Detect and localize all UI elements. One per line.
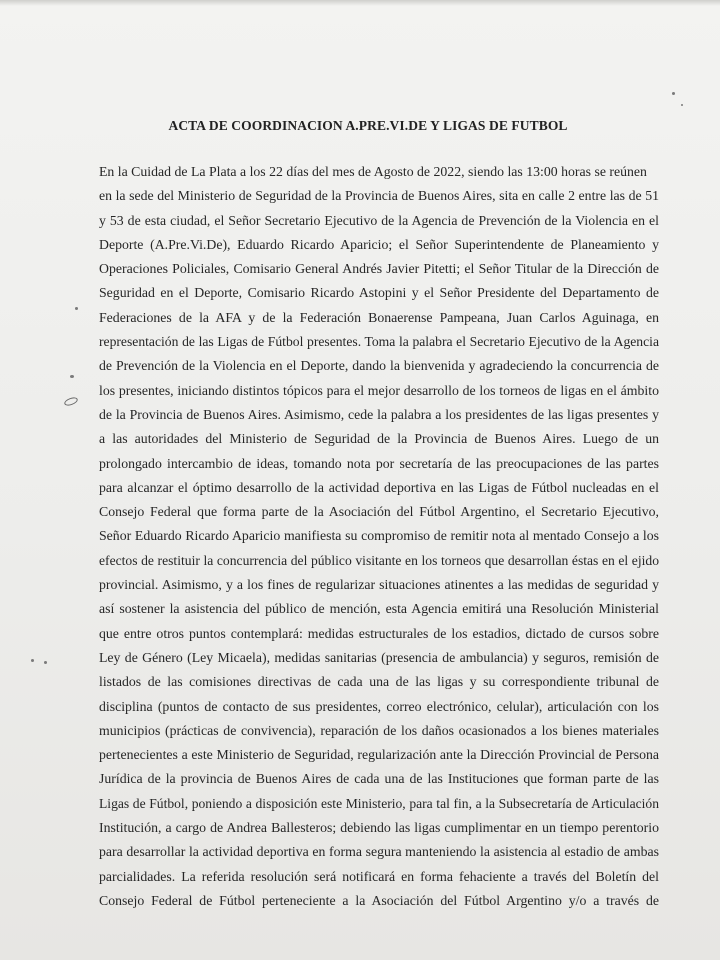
body-line: así sostener la asistencia del público de mención, esta Agencia emitirá una Resolución Ministerial <box>99 601 659 617</box>
body-line: para alcanzar el óptimo desarrollo de la actividad deportiva en las Ligas de Fútbol nucleadas en el <box>99 479 659 495</box>
body-line: para desarrollar la actividad deportiva en forma segura manteniendo la asistencia al estadio de ambas <box>99 844 659 860</box>
paper-edge-shadow <box>0 0 720 6</box>
body-line: a las autoridades del Ministerio de Seguridad de la Provincia de Buenos Aires. Luego de un <box>99 431 659 447</box>
body-line: efectos de restituir la concurrencia del público visitante en los torneos que desarrollan éstas en el ejido <box>99 552 659 568</box>
body-line: Seguridad en el Deporte, Comisario Ricardo Astopini y el Señor Presidente del Departamento de <box>99 285 659 301</box>
margin-mark <box>63 396 79 407</box>
body-line: los presentes, iniciando distintos tópicos para el mejor desarrollo de los torneos de ligas en el ámbito <box>99 382 659 398</box>
body-line: Señor Eduardo Ricardo Aparicio manifiesta su compromiso de remitir nota al mentado Consejo a los <box>99 528 659 544</box>
body-line: de Prevención de la Violencia en el Deporte, dando la bienvenida y agradeciendo la concurrencia de <box>99 358 659 374</box>
body-line: que entre otros puntos contemplará: medidas estructurales de los estadios, dictado de cursos sobre <box>99 625 659 641</box>
body-line: disciplina (puntos de contacto de sus presidentes, correo electrónico, celular), articulación con los <box>99 698 659 714</box>
scan-speck <box>44 661 47 664</box>
body-line: de la Provincia de Buenos Aires. Asimismo, cede la palabra a los presidentes de las ligas presentes y <box>99 406 659 422</box>
body-line: Jurídica de la provincia de Buenos Aires de cada una de las Instituciones que forman parte de las <box>99 771 659 787</box>
document-body <box>99 160 659 913</box>
scan-speck <box>672 92 675 95</box>
scan-speck <box>75 307 78 310</box>
body-line: Consejo Federal de Fútbol perteneciente a la Asociación del Fútbol Argentino y/o a través de <box>99 892 659 908</box>
body-line: prolongado intercambio de ideas, tomando nota por secretaría de las preocupaciones de las partes <box>99 455 659 471</box>
body-line: Ley de Género (Ley Micaela), medidas sanitarias (presencia de ambulancia) y seguros, remisión de <box>99 649 659 665</box>
body-line: representación de las Ligas de Fútbol presentes. Toma la palabra el Secretario Ejecutivo de la Agencia <box>99 334 659 350</box>
body-line: Deporte (A.Pre.Vi.De), Eduardo Ricardo Aparicio; el Señor Superintendente de Planeamiento y <box>99 236 659 252</box>
scan-speck <box>681 104 683 106</box>
body-line: pertenecientes a este Ministerio de Seguridad, regularización ante la Dirección Provincial de Persona <box>99 747 659 763</box>
body-line: y 53 de esta ciudad, el Señor Secretario Ejecutivo de la Agencia de Prevención de la Violencia en el <box>99 212 659 228</box>
body-line: En la Cuidad de La Plata a los 22 días del mes de Agosto de 2022, siendo las 13:00 horas se reúnen <box>99 164 647 179</box>
scan-speck <box>31 659 34 662</box>
body-line: Institución, a cargo de Andrea Ballesteros; debiendo las ligas cumplimentar en un tiempo perentorio <box>99 820 659 836</box>
body-line: en la sede del Ministerio de Seguridad de la Provincia de Buenos Aires, sita en calle 2 entre las de 51 <box>99 188 659 204</box>
body-line: provincial. Asimismo, y a los fines de regularizar situaciones atinentes a las medidas de seguridad y <box>99 577 659 593</box>
scan-speck <box>70 375 74 378</box>
body-line: Consejo Federal que forma parte de la Asociación del Fútbol Argentino, el Secretario Ejecutivo, <box>99 504 659 520</box>
body-line: parcialidades. La referida resolución será notificará en forma fehaciente a través del Boletín del <box>99 868 659 884</box>
body-line: Operaciones Policiales, Comisario General Andrés Javier Pitetti; el Señor Titular de la Dirección de <box>99 261 659 277</box>
body-line: Federaciones de la AFA y de la Federación Bonaerense Pampeana, Juan Carlos Aguinaga, en <box>99 309 659 325</box>
body-line: municipios (prácticas de convivencia), reparación de los daños ocasionados a los bienes materiales <box>99 722 659 738</box>
body-line: Ligas de Fútbol, poniendo a disposición este Ministerio, para tal fin, a la Subsecretaría de Articulación <box>99 795 659 811</box>
body-line: listados de las comisiones directivas de cada una de las ligas y su correspondiente tribunal de <box>99 674 659 690</box>
document-title: ACTA DE COORDINACION A.PRE.VI.DE Y LIGAS DE FUTBOL <box>168 118 568 133</box>
